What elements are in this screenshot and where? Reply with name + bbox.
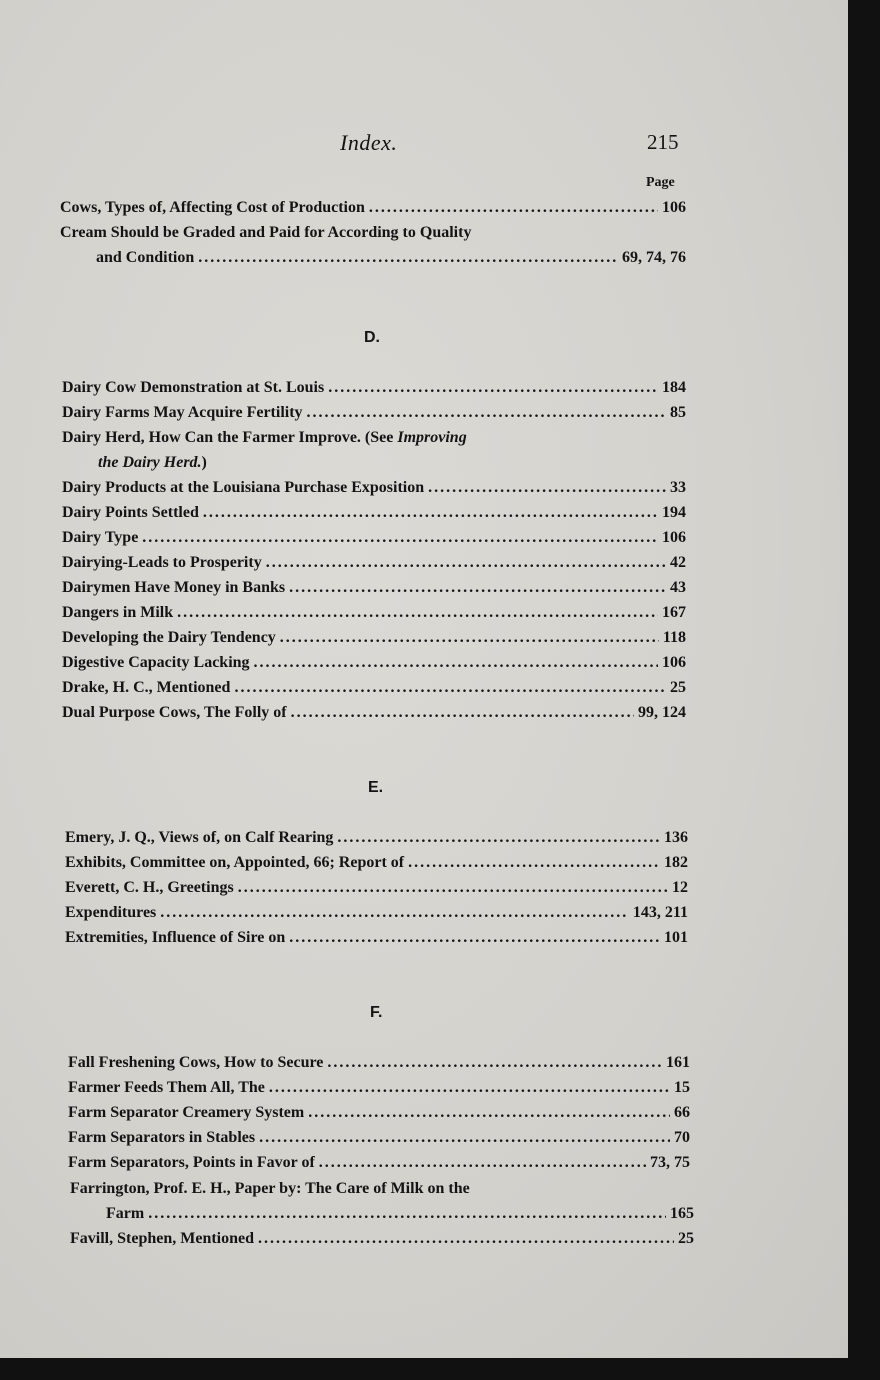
entry-pages: 15 — [674, 1079, 690, 1096]
leader-dots — [289, 927, 660, 949]
entry-pages: 106 — [662, 654, 686, 671]
entry-label: Farm — [106, 1205, 145, 1222]
entry-pages: 85 — [670, 404, 686, 421]
entry-pages: 165 — [670, 1205, 694, 1222]
entry-label: Dangers in Milk — [62, 604, 174, 621]
index-entry — [62, 627, 686, 649]
index-entry — [68, 1077, 690, 1099]
index-entry — [62, 402, 686, 424]
entry-pages: 70 — [674, 1129, 690, 1146]
entry-pages: 42 — [670, 554, 686, 571]
entry-label: Farm Separators in Stables — [68, 1129, 256, 1146]
leader-dots — [337, 827, 660, 849]
leader-dots — [291, 702, 634, 724]
index-entry — [68, 1102, 690, 1124]
entry-pages: 25 — [670, 679, 686, 696]
index-entry — [62, 477, 686, 499]
entry-label: Cows, Types of, Affecting Cost of Production — [60, 199, 365, 216]
entry-pages: 136 — [664, 829, 688, 846]
index-entry — [60, 197, 686, 219]
index-entry — [62, 602, 686, 624]
index-entry — [106, 1203, 694, 1225]
running-title: Index. — [340, 130, 398, 155]
leader-dots — [369, 197, 658, 219]
section-letter-f: F. — [370, 1004, 383, 1021]
entry-pages: 99, 124 — [638, 704, 686, 721]
entry-label: Developing the Dairy Tendency — [62, 629, 276, 646]
leader-dots — [269, 1077, 670, 1099]
leader-dots — [327, 1052, 662, 1074]
page-number: 215 — [647, 130, 679, 154]
entry-label-line1: Farrington, Prof. E. H., Paper by: The Care of Milk on the — [70, 1180, 470, 1197]
leader-dots — [142, 527, 658, 549]
leader-dots — [160, 902, 629, 924]
entry-pages: 118 — [662, 629, 686, 646]
index-entry — [65, 852, 688, 874]
index-entry — [65, 902, 688, 924]
entry-label: Everett, C. H., Greetings — [65, 879, 234, 896]
entry-label: Exhibits, Committee on, Appointed, 66; Report of — [65, 854, 405, 871]
section-letter-e: E. — [368, 779, 384, 796]
entry-pages: 161 — [666, 1054, 690, 1071]
leader-dots — [254, 652, 658, 674]
index-entry — [70, 1228, 694, 1250]
index-entry — [68, 1127, 690, 1149]
leader-dots — [308, 1102, 670, 1124]
entry-label: Dairying-Leads to Prosperity — [62, 554, 262, 571]
entry-pages: 167 — [662, 604, 686, 621]
entry-pages: 106 — [662, 529, 686, 546]
entry-label: Dairy Points Settled — [62, 504, 199, 521]
leader-dots — [319, 1152, 646, 1174]
entry-label-line1: Cream Should be Graded and Paid for According to Quality — [60, 224, 472, 241]
leader-dots — [280, 627, 659, 649]
entry-pages: 73, 75 — [650, 1154, 690, 1171]
entry-pages: 33 — [670, 479, 686, 496]
index-entry — [62, 702, 686, 724]
index-entry — [65, 927, 688, 949]
entry-label: Farmer Feeds Them All, The — [68, 1079, 265, 1096]
leader-dots — [259, 1127, 670, 1149]
entry-pages: 184 — [662, 379, 686, 396]
entry-label: Dairy Farms May Acquire Fertility — [62, 404, 303, 421]
entry-label: Fall Freshening Cows, How to Secure — [68, 1054, 324, 1071]
leader-dots — [177, 602, 658, 624]
section-letter-d: D. — [364, 329, 380, 346]
entry-label: Dairy Type — [62, 529, 139, 546]
entry-label: and Condition — [96, 249, 195, 266]
index-entry — [62, 652, 686, 674]
entry-pages: 182 — [664, 854, 688, 871]
leader-dots — [266, 552, 666, 574]
entry-label-text: Dairy Herd, How Can the Farmer Improve. (See — [62, 429, 394, 446]
entry-label: Dairymen Have Money in Banks — [62, 579, 286, 596]
leader-dots — [289, 577, 666, 599]
index-entry — [65, 827, 688, 849]
entry-label-italic: Improving — [397, 429, 467, 446]
index-entry — [62, 677, 686, 699]
index-entry — [68, 1152, 690, 1174]
entry-label: Dairy Products at the Louisiana Purchase Exposition — [62, 479, 425, 496]
entry-pages: 69, 74, 76 — [622, 249, 686, 266]
entry-label: Emery, J. Q., Views of, on Calf Rearing — [65, 829, 334, 846]
entry-label: Expenditures — [65, 904, 157, 921]
entry-label-italic: the Dairy Herd. — [98, 454, 202, 471]
index-entry — [96, 247, 686, 269]
entry-label-close: ) — [201, 454, 207, 471]
entry-label: Drake, H. C., Mentioned — [62, 679, 231, 696]
page-column-label: Page — [646, 175, 675, 190]
index-entry — [62, 527, 686, 549]
index-entry — [65, 877, 688, 899]
entry-pages: 194 — [662, 504, 686, 521]
index-entry — [62, 552, 686, 574]
entry-label: Farm Separators, Points in Favor of — [68, 1154, 315, 1171]
entry-label-line2 — [98, 452, 207, 474]
index-entry — [62, 577, 686, 599]
leader-dots — [408, 852, 660, 874]
entry-label: Farm Separator Creamery System — [68, 1104, 305, 1121]
entry-pages: 66 — [674, 1104, 690, 1121]
entry-label: Dual Purpose Cows, The Folly of — [62, 704, 287, 721]
leader-dots — [258, 1228, 674, 1250]
entry-pages: 106 — [662, 199, 686, 216]
entry-pages: 143, 211 — [632, 904, 688, 921]
entry-label: Dairy Cow Demonstration at St. Louis — [62, 379, 325, 396]
entry-label: Extremities, Influence of Sire on — [65, 929, 286, 946]
entry-label: Digestive Capacity Lacking — [62, 654, 250, 671]
leader-dots — [203, 502, 658, 524]
leader-dots — [234, 677, 666, 699]
index-entry — [62, 502, 686, 524]
index-entry — [62, 377, 686, 399]
leader-dots — [307, 402, 666, 424]
entry-pages: 25 — [678, 1230, 694, 1247]
entry-pages: 43 — [670, 579, 686, 596]
leader-dots — [148, 1203, 666, 1225]
leader-dots — [328, 377, 658, 399]
leader-dots — [238, 877, 668, 899]
entry-label-line1 — [62, 427, 467, 449]
leader-dots — [428, 477, 666, 499]
index-entry — [68, 1052, 690, 1074]
entry-label: Favill, Stephen, Mentioned — [70, 1230, 255, 1247]
entry-pages: 12 — [672, 879, 688, 896]
leader-dots — [198, 247, 618, 269]
entry-pages: 101 — [664, 929, 688, 946]
